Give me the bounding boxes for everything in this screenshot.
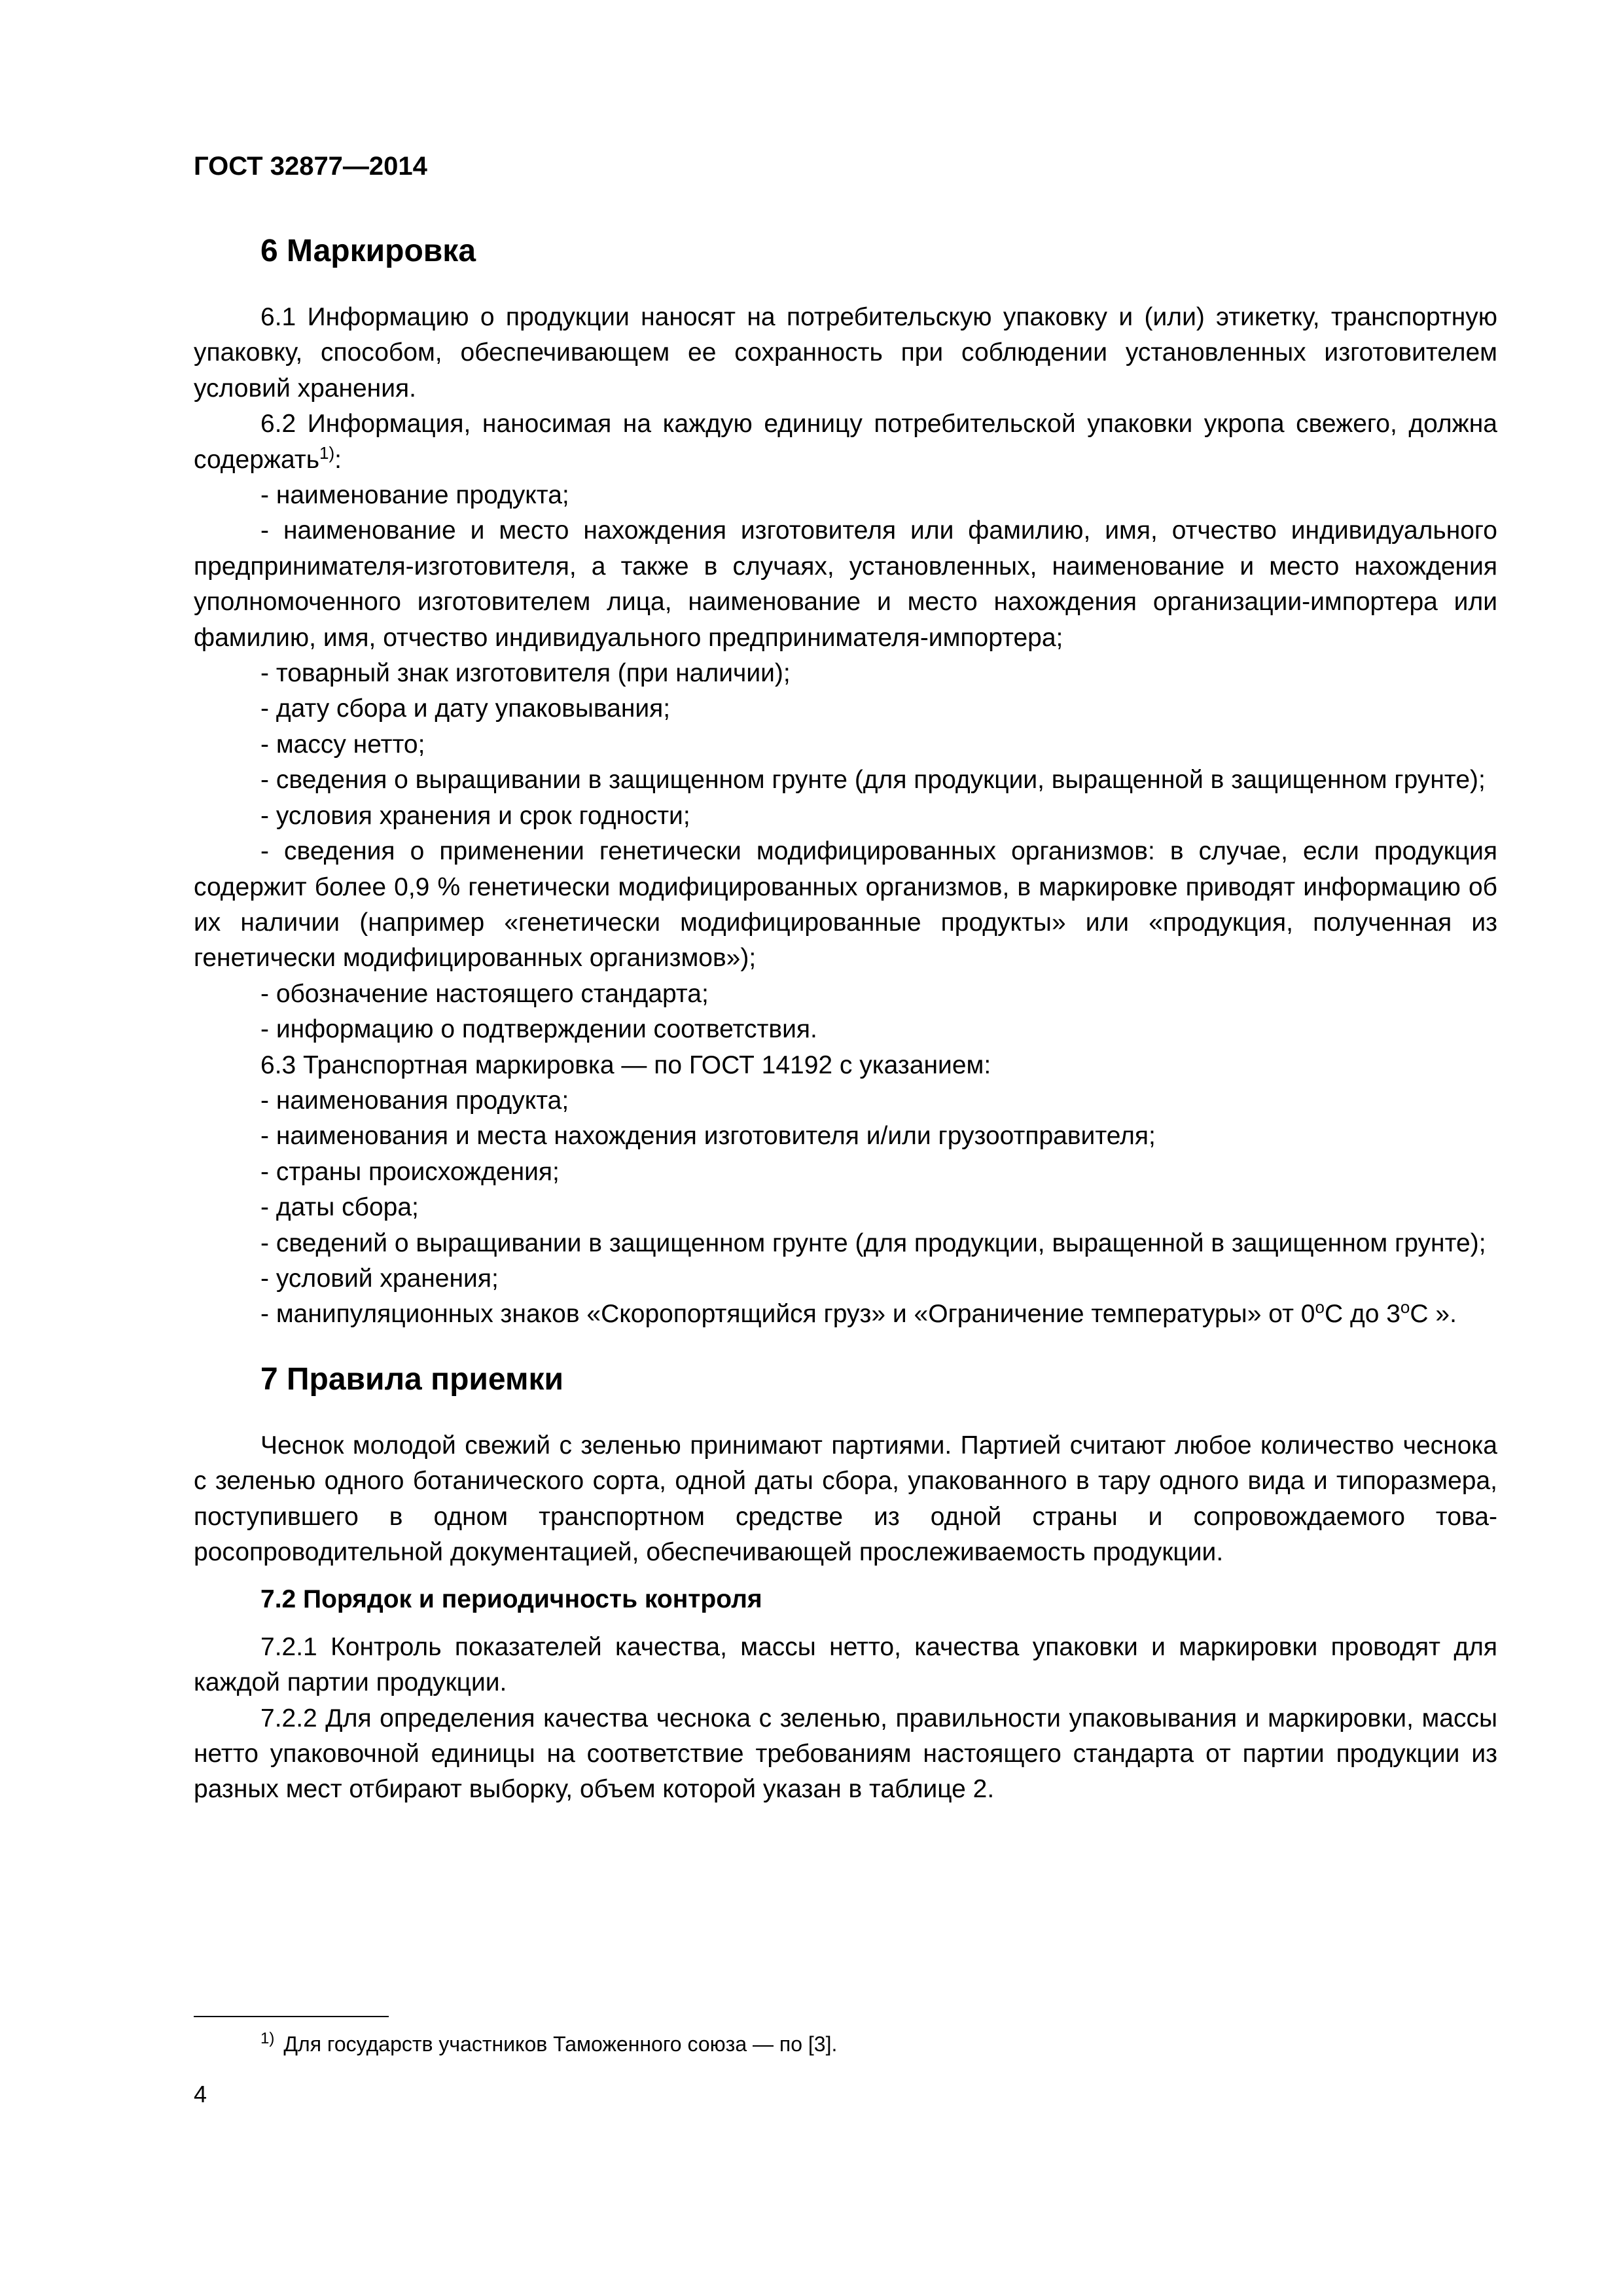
page-number: 4: [194, 2081, 207, 2108]
degree-mark: о: [1400, 1297, 1410, 1318]
list-item: - страны происхождения;: [260, 1157, 560, 1186]
list-item: - наименование и место нахождения изготовителя или фамилию, имя, отчество индивидуального предпринимателя-изготовителя, а также в случаях, установленных, наименование и место нахождения уполномоченного изготовителем лица, наименование и место нахождения организации-импортера или фамилию, имя, отчество индивидуального предпринимателя-импортера;: [194, 516, 1497, 652]
paragraph-7-1: Чеснок молодой свежий с зеленью принимают партиями. Партией считают любое количество чеснока с зеленью одного ботанического сорта, одной даты сбора, упакованного в тару одного вида и типоразмера, поступившего в одном транспортном средстве из одной страны и сопровождаемого товаросопроводительной документацией, обеспечивающей прослеживаемость продукции.: [194, 1431, 1497, 1566]
list-item: - наименования продукта;: [260, 1086, 569, 1115]
list-item: - сведения о применении генетически модифицированных организмов: в случае, если продукция содержит более 0,9 % генетически модифицированных организмов, в маркировке приводят информацию об их наличии (например «генетически модифицированные продукты» или «продукция, полученная из генетически модифицированных организмов»);: [194, 837, 1497, 973]
list-item: - даты сбора;: [260, 1193, 419, 1222]
document-designation: ГОСТ 32877—2014: [194, 152, 427, 181]
text-fragment: С ».: [1410, 1300, 1457, 1329]
list-item: - сведения о выращивании в защищенном грунте (для продукции, выращенной в защищенном грунте);: [260, 766, 1486, 795]
list-item: - условий хранения;: [260, 1264, 499, 1293]
paragraph-7-2-2: 7.2.2 Для определения качества чеснока с зеленью, правильности упаковывания и маркировки, массы нетто упаковочной единицы на соответствие требованиям настоящего стандарта от партии продукции из разных мест отбирают выборку, объем которой указан в таблице 2.: [194, 1704, 1497, 1804]
list-item: - обозначение настоящего стандарта;: [260, 979, 709, 1008]
footnote: [260, 2030, 837, 2058]
list-item: - наименования и места нахождения изготовителя и/или грузоотправителя;: [260, 1122, 1156, 1151]
section-7-title: 7 Правила приемки: [260, 1361, 564, 1397]
footnote-divider: [194, 2016, 389, 2017]
list-item: - информацию о подтверждении соответствия.: [260, 1015, 817, 1044]
list-item: - условия хранения и срок годности;: [260, 801, 690, 830]
degree-mark: о: [1315, 1297, 1325, 1318]
section-6-title: 6 Маркировка: [260, 234, 476, 268]
paragraph-6-2-colon: :: [334, 445, 342, 474]
paragraph-6-1: 6.1 Информацию о продукции наносят на потребительскую упаковку и (или) этикетку, транспортную упаковку, способом, обеспечивающем ее сохранность при соблюдении установленных изготовителем условий хранения.: [194, 303, 1497, 403]
footnote-reference[interactable]: 1): [319, 442, 335, 463]
subsection-7-2-title: 7.2 Порядок и периодичность контроля: [260, 1585, 762, 1614]
list-item: - дату сбора и дату упаковывания;: [260, 694, 671, 723]
list-item: - товарный знак изготовителя (при наличии);: [260, 659, 791, 688]
paragraph-6-3: 6.3 Транспортная маркировка — по ГОСТ 14192 с указанием:: [260, 1050, 991, 1079]
list-item: - сведений о выращивании в защищенном грунте (для продукции, выращенной в защищенном грунте);: [260, 1229, 1486, 1257]
list-item-temperature-signs: [194, 1297, 1497, 1332]
paragraph-6-2-text: 6.2 Информация, наносимая на каждую единицу потребительской упаковки укропа свежего, должна содержать: [194, 410, 1497, 474]
text-fragment: С до 3: [1324, 1300, 1400, 1329]
footnote-mark: 1): [260, 2030, 275, 2048]
body-text: [194, 230, 1497, 1808]
list-item: - наименование продукта;: [260, 481, 569, 510]
paragraph-7-2-1: 7.2.1 Контроль показателей качества, массы нетто, качества упаковки и маркировки проводят для каждой партии продукции.: [194, 1632, 1497, 1697]
footnote-text: Для государств участников Таможенного союза — по [3].: [283, 2032, 838, 2056]
paragraph-6-2: [194, 406, 1497, 478]
list-item: - массу нетто;: [260, 730, 425, 759]
text-fragment: - манипуляционных знаков «Скоропортящийся груз» и «Ограничение температуры» от 0: [260, 1300, 1315, 1329]
